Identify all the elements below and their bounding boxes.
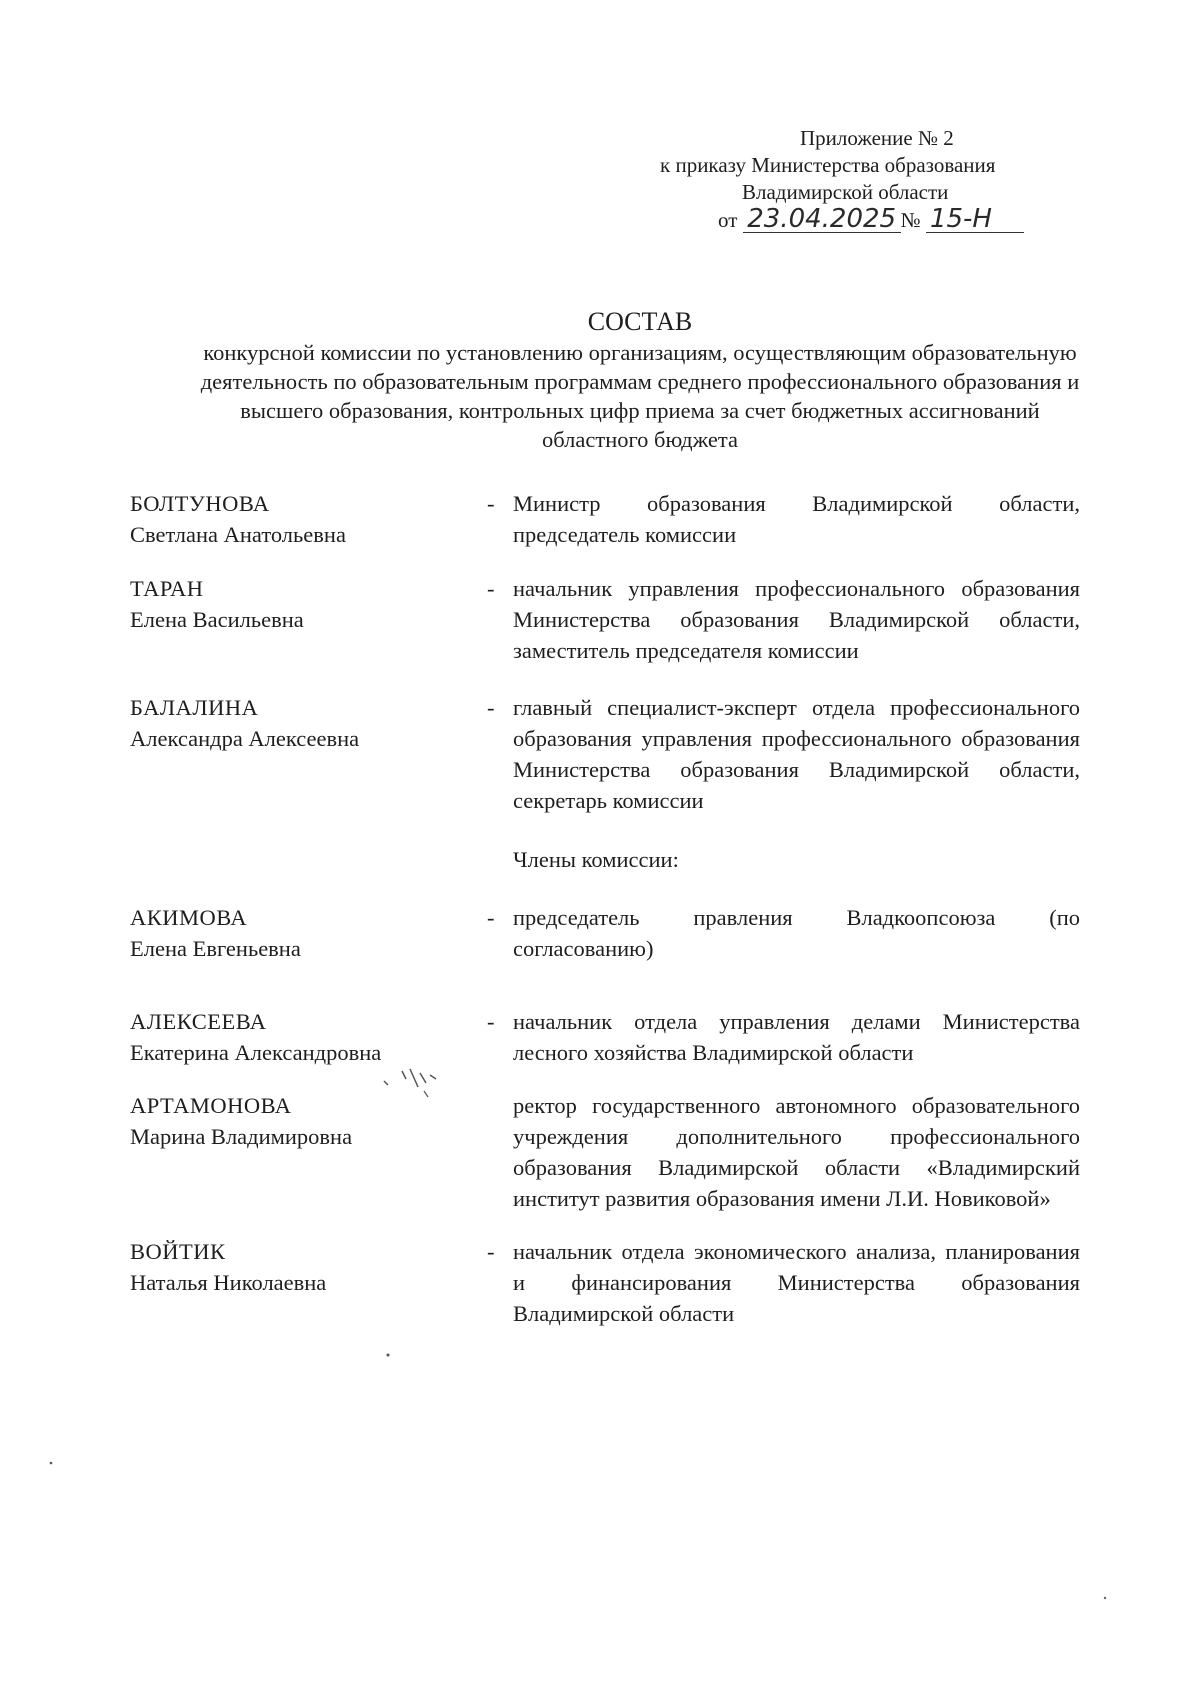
person-role: начальник управления профессионального образования Министерства образования Владимирской области, заместитель председателя комиссии	[513, 576, 1080, 663]
entry-dash	[483, 1090, 513, 1214]
person-name	[130, 488, 483, 550]
person-given-names: Наталья Николаевна	[130, 1270, 327, 1295]
date-prefix: от	[718, 208, 738, 232]
entry-dash: -	[487, 905, 495, 930]
person-name	[130, 692, 483, 816]
document-title: СОСТАВ	[587, 307, 693, 336]
person-given-names: Елена Евгеньевна	[130, 936, 301, 961]
person-role: председатель правления Владкоопсоюза (по согласованию)	[513, 905, 1080, 961]
person-surname: ТАРАН	[130, 576, 204, 601]
scan-mark-scribble	[380, 1065, 450, 1105]
scan-mark-dot	[1102, 1595, 1108, 1601]
document-subtitle: конкурсной комиссии по установлению организациям, осуществляющим образовательную деятельность по образовательным программам среднего профессионального образования и высшего образования, контрольных цифр приема за счет бюджетных ассигнований областного бюджета	[200, 340, 1080, 452]
person-name	[130, 573, 483, 666]
entry-dash: -	[487, 1239, 495, 1264]
appendix-date-line	[718, 206, 1080, 234]
order-number-handwritten: 15-Н	[926, 206, 1024, 233]
person-surname: БАЛАЛИНА	[130, 695, 259, 720]
person-role: ректор государственного автономного образовательного учреждения дополнительного профессионального образования Владимирской области «Владимирский институт развития образования имени Л.И. Новиковой»	[513, 1093, 1080, 1211]
scan-mark-dot	[48, 1460, 54, 1466]
scan-mark-dot	[385, 1352, 391, 1358]
person-name	[130, 1236, 483, 1329]
entry-dash: -	[487, 1009, 495, 1034]
person-role: начальник отдела управления делами Министерства лесного хозяйства Владимирской области	[513, 1009, 1080, 1065]
roster-entry	[130, 573, 1080, 666]
roster-entry	[130, 1236, 1080, 1329]
roster-entry	[130, 1006, 1080, 1068]
members-label: Члены комиссии:	[513, 847, 679, 872]
appendix-order-ref: к приказу Министерства образования	[660, 153, 996, 177]
roster-entry	[130, 692, 1080, 816]
entry-dash: -	[487, 491, 495, 516]
person-given-names: Марина Владимировна	[130, 1124, 353, 1149]
person-name	[130, 902, 483, 964]
person-surname: БОЛТУНОВА	[130, 491, 270, 516]
roster-entry	[130, 488, 1080, 550]
person-given-names: Екатерина Александровна	[130, 1040, 382, 1065]
person-surname: ВОЙТИК	[130, 1239, 226, 1264]
entry-dash: -	[487, 695, 495, 720]
number-sign: №	[900, 208, 921, 232]
document-heading	[200, 306, 1080, 454]
person-given-names: Елена Васильевна	[130, 607, 304, 632]
roster-entry	[130, 1090, 1080, 1214]
person-role: начальник отдела экономического анализа, планирования и финансирования Министерства образования Владимирской области	[513, 1239, 1080, 1326]
person-surname: АЛЕКСЕЕВА	[130, 1009, 267, 1034]
person-surname: АРТАМОНОВА	[130, 1093, 292, 1118]
person-name	[130, 1006, 483, 1068]
person-name	[130, 1090, 483, 1214]
entry-dash: -	[487, 576, 495, 601]
roster-entry	[130, 902, 1080, 964]
person-given-names: Светлана Анатольевна	[130, 522, 346, 547]
order-date-handwritten: 23.04.2025	[743, 206, 901, 233]
appendix-number: Приложение № 2	[800, 126, 954, 150]
appendix-region: Владимирской области	[742, 180, 949, 204]
appendix-block	[660, 125, 1080, 234]
commission-roster	[130, 488, 1080, 1329]
person-role: Министр образования Владимирской области, председатель комиссии	[513, 491, 1080, 547]
person-surname: АКИМОВА	[130, 905, 248, 930]
person-role: главный специалист-эксперт отдела профессионального образования управления профессионального образования Министерства образования Владимирской области, секретарь комиссии	[513, 695, 1080, 813]
person-given-names: Александра Алексеевна	[130, 726, 360, 751]
